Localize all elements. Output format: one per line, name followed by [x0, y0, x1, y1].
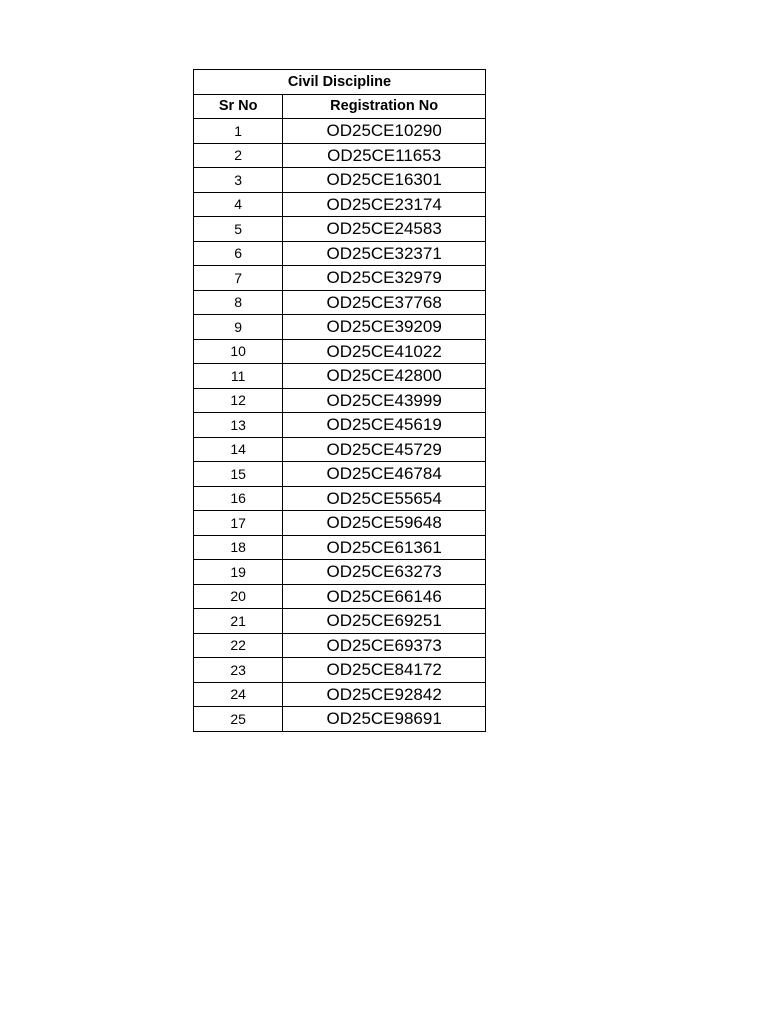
registration-no-cell: OD25CE37768	[283, 290, 486, 315]
sr-no-cell: 5	[194, 217, 283, 242]
registration-no-cell: OD25CE43999	[283, 388, 486, 413]
registration-no-cell: OD25CE61361	[283, 535, 486, 560]
title-row	[194, 70, 486, 95]
sr-no-cell: 6	[194, 241, 283, 266]
table-row	[194, 560, 486, 585]
registration-table	[193, 69, 486, 732]
table-row	[194, 168, 486, 193]
table-row	[194, 217, 486, 242]
table-row	[194, 658, 486, 683]
table-row	[194, 143, 486, 168]
sr-no-cell: 22	[194, 633, 283, 658]
sr-no-cell: 19	[194, 560, 283, 585]
table-row	[194, 241, 486, 266]
registration-no-cell: OD25CE32979	[283, 266, 486, 291]
registration-no-cell: OD25CE63273	[283, 560, 486, 585]
registration-no-cell: OD25CE32371	[283, 241, 486, 266]
table-row	[194, 315, 486, 340]
registration-no-cell: OD25CE84172	[283, 658, 486, 683]
sr-no-cell: 16	[194, 486, 283, 511]
header-row	[194, 94, 486, 119]
sr-no-cell: 17	[194, 511, 283, 536]
sr-no-cell: 2	[194, 143, 283, 168]
sr-no-cell: 21	[194, 609, 283, 634]
sr-no-cell: 9	[194, 315, 283, 340]
table-row	[194, 511, 486, 536]
registration-no-cell: OD25CE55654	[283, 486, 486, 511]
sr-no-cell: 20	[194, 584, 283, 609]
sr-no-cell: 11	[194, 364, 283, 389]
header-sr-no: Sr No	[194, 94, 283, 119]
registration-no-cell: OD25CE59648	[283, 511, 486, 536]
registration-no-cell: OD25CE98691	[283, 707, 486, 732]
registration-no-cell: OD25CE69373	[283, 633, 486, 658]
table-row	[194, 707, 486, 732]
sr-no-cell: 15	[194, 462, 283, 487]
registration-no-cell: OD25CE46784	[283, 462, 486, 487]
sr-no-cell: 23	[194, 658, 283, 683]
table-row	[194, 290, 486, 315]
registration-no-cell: OD25CE41022	[283, 339, 486, 364]
sr-no-cell: 7	[194, 266, 283, 291]
table-row	[194, 609, 486, 634]
registration-no-cell: OD25CE42800	[283, 364, 486, 389]
table-row	[194, 437, 486, 462]
table-row	[194, 462, 486, 487]
table-body	[194, 70, 486, 732]
registration-no-cell: OD25CE45619	[283, 413, 486, 438]
registration-no-cell: OD25CE16301	[283, 168, 486, 193]
registration-no-cell: OD25CE10290	[283, 119, 486, 144]
sr-no-cell: 18	[194, 535, 283, 560]
registration-no-cell: OD25CE24583	[283, 217, 486, 242]
sr-no-cell: 24	[194, 682, 283, 707]
sr-no-cell: 3	[194, 168, 283, 193]
table-row	[194, 388, 486, 413]
table-title: Civil Discipline	[194, 70, 486, 95]
table-row	[194, 413, 486, 438]
header-registration-no: Registration No	[283, 94, 486, 119]
sr-no-cell: 1	[194, 119, 283, 144]
table-row	[194, 486, 486, 511]
registration-no-cell: OD25CE23174	[283, 192, 486, 217]
registration-no-cell: OD25CE92842	[283, 682, 486, 707]
sr-no-cell: 14	[194, 437, 283, 462]
registration-no-cell: OD25CE11653	[283, 143, 486, 168]
sr-no-cell: 25	[194, 707, 283, 732]
table-row	[194, 584, 486, 609]
sr-no-cell: 12	[194, 388, 283, 413]
registration-no-cell: OD25CE45729	[283, 437, 486, 462]
table-row	[194, 339, 486, 364]
table-row	[194, 192, 486, 217]
registration-no-cell: OD25CE66146	[283, 584, 486, 609]
sr-no-cell: 13	[194, 413, 283, 438]
sr-no-cell: 8	[194, 290, 283, 315]
table-row	[194, 535, 486, 560]
registration-no-cell: OD25CE69251	[283, 609, 486, 634]
table-row	[194, 682, 486, 707]
table-row	[194, 119, 486, 144]
sr-no-cell: 4	[194, 192, 283, 217]
registration-no-cell: OD25CE39209	[283, 315, 486, 340]
table-row	[194, 364, 486, 389]
table-row	[194, 633, 486, 658]
table-row	[194, 266, 486, 291]
sr-no-cell: 10	[194, 339, 283, 364]
